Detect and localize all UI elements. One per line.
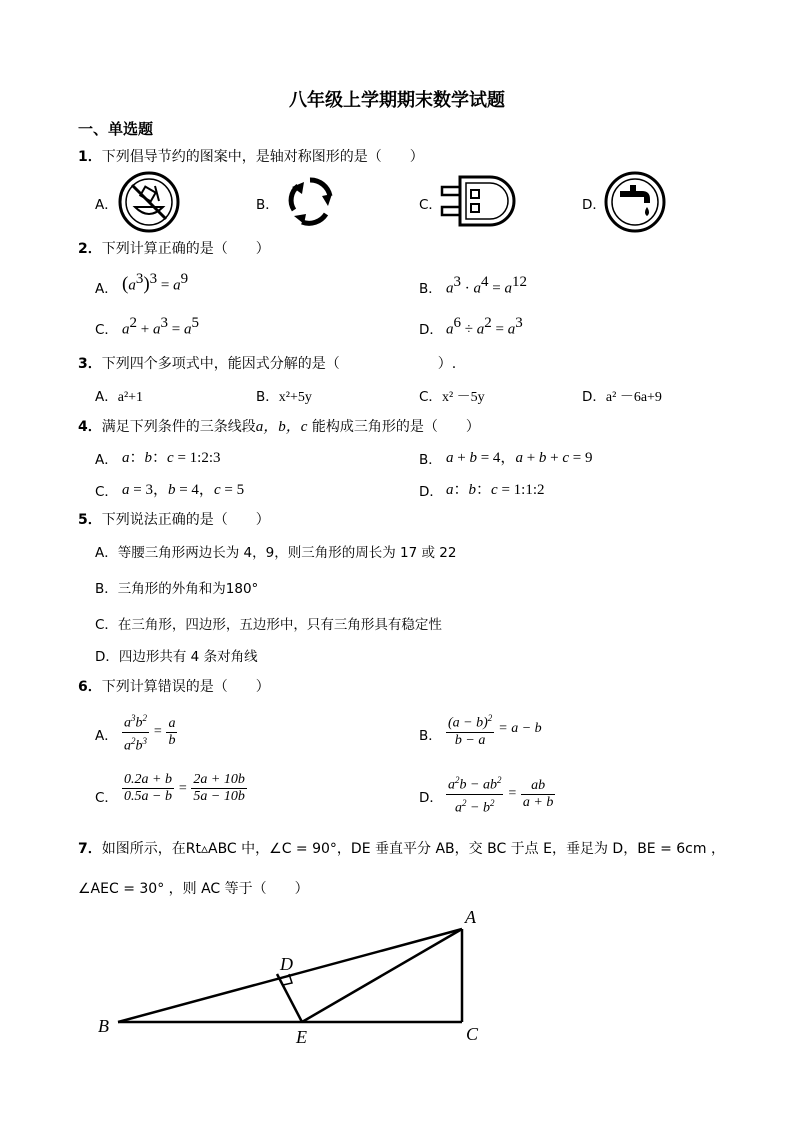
point-label-a: A — [465, 907, 476, 927]
question-5-number: 5． — [78, 512, 102, 528]
q2-option-b-label: B． — [419, 281, 442, 297]
q6-option-d-expr: $\frac{a^2b - ab^2}{a^2 - b^2}$ = $\frac{ab}{a + b}$ — [446, 772, 555, 816]
q4-option-b-label: B． — [419, 452, 442, 468]
segment-de — [277, 974, 302, 1022]
q4-option-d-label: D． — [419, 484, 443, 500]
question-5-text: 下列说法正确的是（ ） — [101, 512, 270, 528]
question-4-text-post: 能构成三角形的是（ ） — [307, 419, 480, 435]
q3-option-a: A．a²+1 — [95, 389, 144, 405]
section-heading: 一、单选题 — [78, 120, 154, 138]
q5-option-a: A．等腰三角形两边长为 4，9，则三角形的周长为 17 或 22 — [95, 545, 457, 561]
q6-option-b-label: B． — [419, 728, 442, 744]
q6-option-a-expr: $\frac{a^3b^2}{a^2b^3}$ = $\frac{a}{b}$ — [122, 710, 177, 754]
q2-option-c-expr: $a^2 + a^3 = a^5$ — [122, 315, 199, 338]
q2-option-a-expr: $(a^3)^3 = a^9$ — [122, 271, 189, 295]
q4-option-b-expr: a + b = 4，a + b + c = 9 — [446, 450, 593, 466]
q2-option-c-label: C． — [95, 322, 118, 338]
question-1-text: 下列倡导节约的图案中，是轴对称图形的是（ ） — [101, 149, 424, 165]
q4-option-c-expr: a = 3，b = 4，c = 5 — [122, 482, 245, 498]
q5-option-d: D．四边形共有 4 条对角线 — [95, 649, 258, 665]
question-3-number: 3． — [78, 356, 102, 372]
q6-option-c-expr: $\frac{0.2a + b}{0.5a - b}$ = $\frac{2a + 10b}{5a - 10b}$ — [124, 772, 245, 804]
q4-option-a-expr: a：b：c = 1:2:3 — [122, 450, 221, 466]
question-4-text-pre: 满足下列条件的三条线段 — [101, 419, 256, 435]
question-4-number: 4． — [78, 419, 102, 435]
q5-option-c: C．在三角形，四边形，五边形中，只有三角形具有稳定性 — [95, 617, 442, 633]
q1-option-a-label: A． — [95, 197, 118, 213]
q1-option-d-label: D． — [582, 197, 606, 213]
q4-option-a-label: A． — [95, 452, 118, 468]
q3-option-c: C．x² －5y — [419, 389, 485, 405]
point-label-e: E — [296, 1027, 307, 1047]
question-1-number: 1． — [78, 149, 102, 165]
segment-ae — [302, 929, 462, 1022]
q1-option-c-label: C． — [419, 197, 442, 213]
question-2-number: 2． — [78, 241, 102, 257]
q2-option-a-label: A． — [95, 281, 118, 297]
question-6-number: 6． — [78, 679, 102, 695]
q2-option-d-expr: $a^6 \div a^2 = a^3$ — [446, 315, 523, 338]
question-2-text: 下列计算正确的是（ ） — [101, 241, 270, 257]
q2-option-b-expr: $a^3 \cdot a^4 = a^{12}$ — [446, 274, 527, 297]
point-label-d: D — [280, 954, 293, 974]
question-4-vars: a，b，c — [255, 419, 308, 435]
question-7-line2: ∠AEC = 30° ，则 AC 等于（ ） — [78, 881, 309, 897]
question-3-text: 下列四个多项式中，能因式分解的是（ ）. — [101, 356, 457, 372]
point-label-c: C — [466, 1024, 479, 1044]
point-label-b: B — [98, 1016, 109, 1036]
q5-option-b: B．三角形的外角和为180° — [95, 581, 259, 597]
question-7-line1: 如图所示，在Rt▵ABC 中，∠C = 90°，DE 垂直平分 AB，交 BC 于点 E，垂足为 D，BE = 6cm ， — [101, 841, 725, 857]
question-7-number: 7． — [78, 841, 102, 857]
q4-option-c-label: C． — [95, 484, 118, 500]
q6-option-c-label: C． — [95, 790, 118, 806]
q3-option-d: D．a² －6a+9 — [582, 389, 662, 405]
question-6-text: 下列计算错误的是（ ） — [101, 679, 270, 695]
q1-option-b-label: B． — [256, 197, 279, 213]
q2-option-d-label: D． — [419, 322, 443, 338]
q6-option-a-label: A． — [95, 728, 118, 744]
q6-option-b-expr: $\frac{(a - b)^2}{b - a}$ = a − b — [446, 710, 542, 749]
q3-option-b: B．x²+5y — [256, 389, 312, 405]
page-title: 八年级上学期期末数学试题 — [289, 90, 505, 111]
q4-option-d-expr: a：b：c = 1:1:2 — [446, 482, 545, 498]
q6-option-d-label: D． — [419, 790, 443, 806]
